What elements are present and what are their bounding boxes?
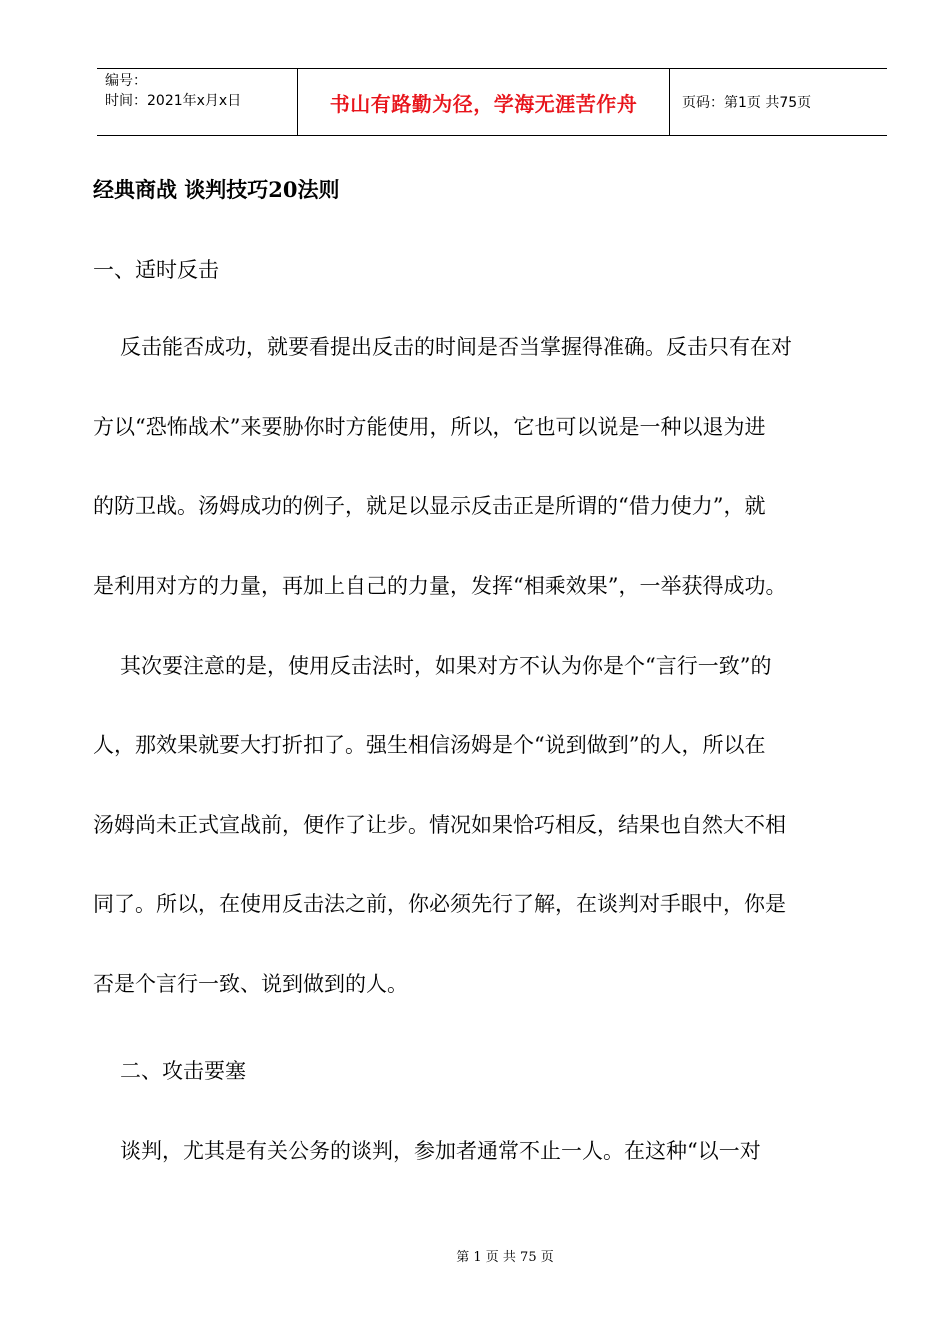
header-page-info: 页码：第1页 共75页	[682, 95, 812, 111]
paragraph-line: 方以“恐怖战术”来要胁你时方能使用，所以，它也可以说是一种以退为进	[93, 415, 766, 439]
paragraph-line: 人，那效果就要大打折扣了。强生相信汤姆是个“说到做到”的人，所以在	[93, 733, 766, 757]
paragraph-line: 是利用对方的力量，再加上自己的力量，发挥“相乘效果”，一举获得成功。	[93, 574, 787, 598]
page-header	[97, 68, 887, 136]
header-meta	[97, 69, 298, 135]
document-title: 经典商战 谈判技巧20法则	[93, 177, 340, 202]
time-label: 时间：2021年x月x日	[105, 93, 242, 109]
paragraph-line: 否是个言行一致、说到做到的人。	[93, 972, 408, 996]
paragraph-line: 反击能否成功，就要看提出反击的时间是否当掌握得准确。反击只有在对	[120, 335, 792, 359]
header-motto: 书山有路勤为径，学海无涯苦作舟	[298, 69, 670, 135]
paragraph-line: 的防卫战。汤姆成功的例子，就足以显示反击正是所谓的“借力使力”，就	[93, 494, 766, 518]
paragraph-line: 同了。所以，在使用反击法之前，你必须先行了解，在谈判对手眼中，你是	[93, 892, 786, 916]
paragraph-line: 汤姆尚未正式宣战前，便作了让步。情况如果恰巧相反，结果也自然大不相	[93, 813, 786, 837]
section-heading-2: 二、攻击要塞	[120, 1059, 246, 1083]
section-heading-1: 一、适时反击	[93, 258, 219, 282]
serial-label: 编号：	[105, 73, 147, 89]
paragraph-line: 其次要注意的是，使用反击法时，如果对方不认为你是个“言行一致”的	[120, 654, 772, 678]
paragraph-line: 谈判，尤其是有关公务的谈判，参加者通常不止一人。在这种“以一对	[120, 1139, 761, 1163]
page-footer: 第 1 页 共 75 页	[456, 1250, 554, 1265]
